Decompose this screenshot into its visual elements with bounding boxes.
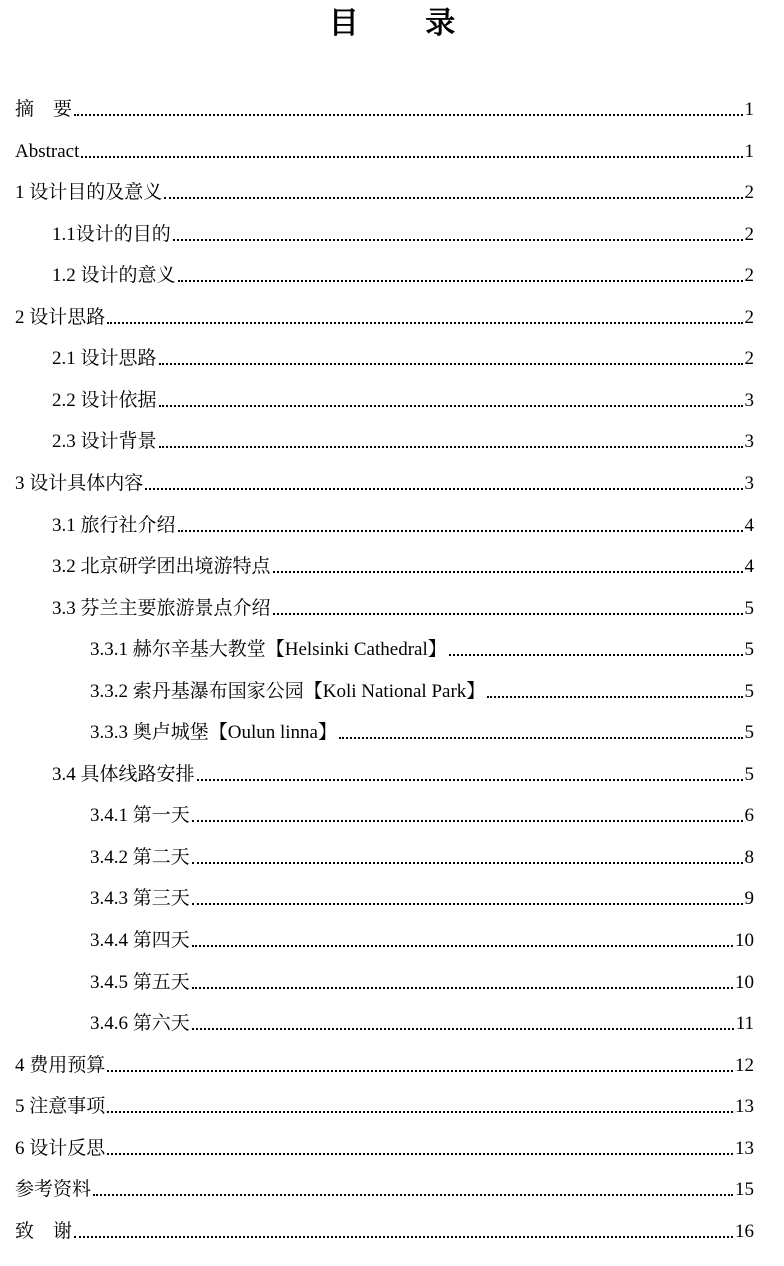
toc-entry-page-number: 5	[744, 764, 754, 785]
toc-entry-label: 6 设计反思	[15, 1138, 106, 1159]
toc-entry-label: 3.3.2 索丹基瀑布国家公园【Koli National Park】	[90, 681, 486, 702]
toc-dot-leader	[145, 488, 742, 490]
toc-dot-leader	[192, 945, 733, 947]
toc-dot-leader	[159, 405, 743, 407]
toc-entry[interactable]	[90, 717, 754, 745]
toc-entry-page-number: 11	[735, 1013, 754, 1034]
toc-entry-page-number: 6	[744, 805, 754, 826]
toc-entry-page-number: 2	[744, 348, 754, 369]
toc-entry-page-number: 8	[744, 847, 754, 868]
toc-entry-label: 参考资料	[15, 1179, 92, 1200]
toc-entry[interactable]	[90, 842, 754, 870]
toc-dot-leader	[93, 1194, 733, 1196]
toc-dot-leader	[164, 197, 742, 199]
toc-dot-leader	[74, 114, 742, 116]
toc-dot-leader	[339, 737, 743, 739]
toc-entry-page-number: 13	[735, 1096, 754, 1117]
toc-dot-leader	[107, 322, 742, 324]
toc-dot-leader	[273, 613, 743, 615]
toc-dot-leader	[159, 446, 743, 448]
toc-entry[interactable]	[52, 219, 754, 247]
toc-entry-label: Abstract	[15, 141, 80, 162]
toc-entry[interactable]	[90, 676, 754, 704]
toc-dot-leader	[192, 862, 743, 864]
toc-entry[interactable]	[52, 426, 754, 454]
toc-entry-page-number: 3	[744, 390, 754, 411]
toc-dot-leader	[192, 820, 743, 822]
toc-entry[interactable]	[52, 510, 754, 538]
toc-entry-page-number: 2	[744, 307, 754, 328]
toc-entry-label: 1.1设计的目的	[52, 224, 171, 245]
toc-entry[interactable]	[90, 1008, 754, 1036]
toc-entry-label: 3.4.1 第一天	[90, 805, 190, 826]
toc-dot-leader	[197, 779, 743, 781]
toc-entry[interactable]	[90, 883, 754, 911]
toc-entry[interactable]	[52, 551, 754, 579]
toc-dot-leader	[173, 239, 743, 241]
toc-entry-label: 2.3 设计背景	[52, 431, 157, 452]
toc-entry-page-number: 5	[744, 639, 754, 660]
toc-entry[interactable]	[52, 343, 754, 371]
toc-dot-leader	[81, 156, 742, 158]
toc-dot-leader	[192, 1028, 734, 1030]
toc-entry-label: 1 设计目的及意义	[15, 182, 163, 203]
toc-dot-leader	[273, 571, 743, 573]
toc-entry-page-number: 5	[744, 598, 754, 619]
toc-entry-page-number: 9	[744, 888, 754, 909]
toc-dot-leader	[107, 1070, 733, 1072]
toc-entry[interactable]	[90, 800, 754, 828]
toc-entry[interactable]	[15, 94, 754, 122]
toc-entry[interactable]	[15, 1216, 754, 1244]
toc-entry[interactable]	[90, 967, 754, 995]
toc-dot-leader	[178, 280, 743, 282]
toc-entry[interactable]	[15, 468, 754, 496]
toc-entry-page-number: 10	[735, 930, 754, 951]
toc-entry-label: 3.3.1 赫尔辛基大教堂【Helsinki Cathedral】	[90, 639, 447, 660]
toc-entry[interactable]	[90, 634, 754, 662]
toc-entry[interactable]	[52, 593, 754, 621]
toc-entry-label: 3.4.6 第六天	[90, 1013, 190, 1034]
toc-entry-label: 3.3 芬兰主要旅游景点介绍	[52, 598, 271, 619]
toc-entry-page-number: 12	[735, 1055, 754, 1076]
toc-entry-label: 2.2 设计依据	[52, 390, 157, 411]
toc-dot-leader	[192, 987, 733, 989]
toc-dot-leader	[159, 363, 743, 365]
toc-entry-label: 3.4.3 第三天	[90, 888, 190, 909]
toc-entry-page-number: 1	[744, 141, 754, 162]
toc-entry-label: 3.3.3 奥卢城堡【Oulun linna】	[90, 722, 337, 743]
toc-entry-label: 3.4.5 第五天	[90, 972, 190, 993]
toc-entry-page-number: 5	[744, 681, 754, 702]
toc-dot-leader	[107, 1153, 733, 1155]
toc-entry-page-number: 2	[744, 182, 754, 203]
toc-entry[interactable]	[15, 1133, 754, 1161]
toc-entry-page-number: 2	[744, 224, 754, 245]
toc-entry-page-number: 16	[735, 1221, 754, 1242]
toc-entry[interactable]	[15, 302, 754, 330]
toc-entry-label: 1.2 设计的意义	[52, 265, 176, 286]
toc-entry-label: 3.2 北京研学团出境游特点	[52, 556, 271, 577]
toc-entry-page-number: 1	[744, 99, 754, 120]
toc-dot-leader	[487, 696, 742, 698]
toc-entry-label: 致 谢	[15, 1221, 73, 1242]
toc-entry[interactable]	[52, 260, 754, 288]
toc-entry[interactable]	[52, 385, 754, 413]
toc-entry[interactable]	[15, 1091, 754, 1119]
toc-entry-page-number: 10	[735, 972, 754, 993]
toc-entry[interactable]	[15, 136, 754, 164]
toc-dot-leader	[178, 530, 743, 532]
toc-entry-page-number: 4	[744, 556, 754, 577]
toc-entry-page-number: 3	[744, 473, 754, 494]
toc-entry-page-number: 15	[735, 1179, 754, 1200]
toc-dot-leader	[107, 1111, 733, 1113]
toc-entry-label: 2.1 设计思路	[52, 348, 157, 369]
toc-entry[interactable]	[90, 925, 754, 953]
toc-entry-label: 3 设计具体内容	[15, 473, 144, 494]
toc-entry-label: 3.4.2 第二天	[90, 847, 190, 868]
toc-entry-label: 3.4.4 第四天	[90, 930, 190, 951]
toc-entry[interactable]	[52, 759, 754, 787]
toc-entry-label: 3.4 具体线路安排	[52, 764, 195, 785]
toc-entry[interactable]	[15, 1050, 754, 1078]
toc-dot-leader	[74, 1236, 733, 1238]
toc-entry-label: 2 设计思路	[15, 307, 106, 328]
toc-dot-leader	[192, 903, 743, 905]
toc-dot-leader	[449, 654, 743, 656]
toc-entry-label: 摘 要	[15, 99, 73, 120]
toc-title: 目 录	[328, 6, 484, 41]
toc-entry[interactable]	[15, 1174, 754, 1202]
toc-entry[interactable]	[15, 177, 754, 205]
toc-entry-page-number: 5	[744, 722, 754, 743]
toc-entry-page-number: 13	[735, 1138, 754, 1159]
toc-entry-page-number: 2	[744, 265, 754, 286]
toc-entry-label: 3.1 旅行社介绍	[52, 515, 176, 536]
toc-entry-label: 5 注意事项	[15, 1096, 106, 1117]
toc-entry-label: 4 费用预算	[15, 1055, 106, 1076]
toc-entry-page-number: 3	[744, 431, 754, 452]
toc-entry-page-number: 4	[744, 515, 754, 536]
